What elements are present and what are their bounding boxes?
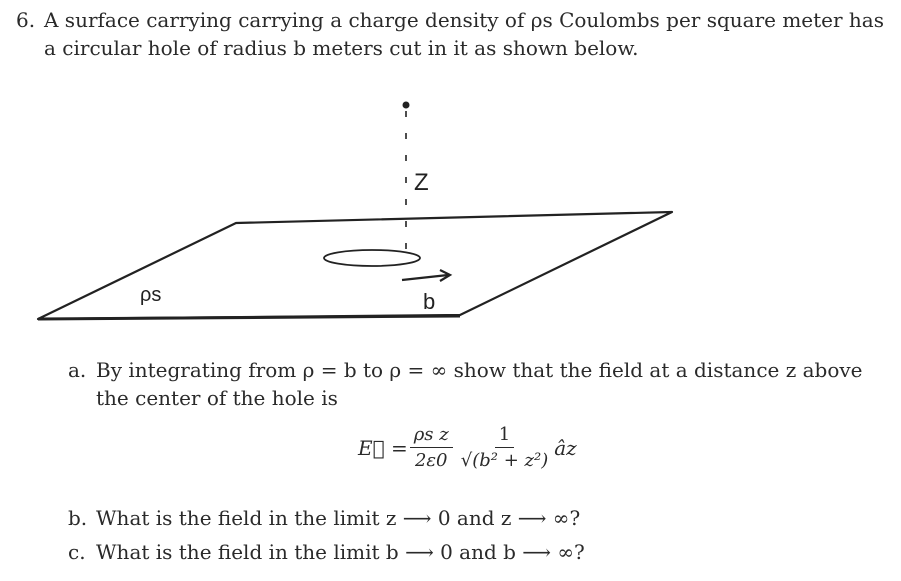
part-a [68,356,868,412]
field-equation [358,424,577,471]
fraction-distance-denominator: √(b² + z²) [460,450,549,471]
problem-number: 6. [16,8,36,32]
surface-with-hole-figure [30,95,690,330]
fraction-charge-numerator: ρs z [410,424,453,448]
plane-front-edge [38,316,460,319]
problem-line-2: a circular hole of radius b meters cut in it as shown below. [44,36,639,60]
part-a-line-2: the center of the hole is [96,386,338,410]
fraction-distance-numerator: 1 [495,424,514,448]
circular-hole [324,250,420,266]
radius-b-label: b [423,289,436,314]
part-c-label: c. [68,540,86,564]
problem-statement [16,6,886,62]
part-c-text: What is the field in the limit b ⟶ 0 and b ⟶ ∞? [96,540,585,564]
z-axis-top-dot [403,102,410,109]
part-b-label: b. [68,506,88,530]
unit-vector-z: âz [554,435,577,460]
fraction-distance [457,424,552,471]
part-b-text: What is the field in the limit z ⟶ 0 and z ⟶ ∞? [96,506,581,530]
equation-lhs: E⃗ = [358,435,408,460]
z-axis-label: Z [414,169,429,196]
part-c [68,538,868,566]
problem-line-1: A surface carrying carrying a charge density of ρs Coulombs per square meter has [44,8,884,32]
fraction-charge [410,424,453,471]
rho-s-label: ρs [140,284,162,306]
part-a-line-1: By integrating from ρ = b to ρ = ∞ show that the field at a distance z above [96,358,863,382]
part-a-label: a. [68,358,87,382]
fraction-charge-denominator: 2ε0 [414,450,448,471]
part-b [68,504,868,532]
